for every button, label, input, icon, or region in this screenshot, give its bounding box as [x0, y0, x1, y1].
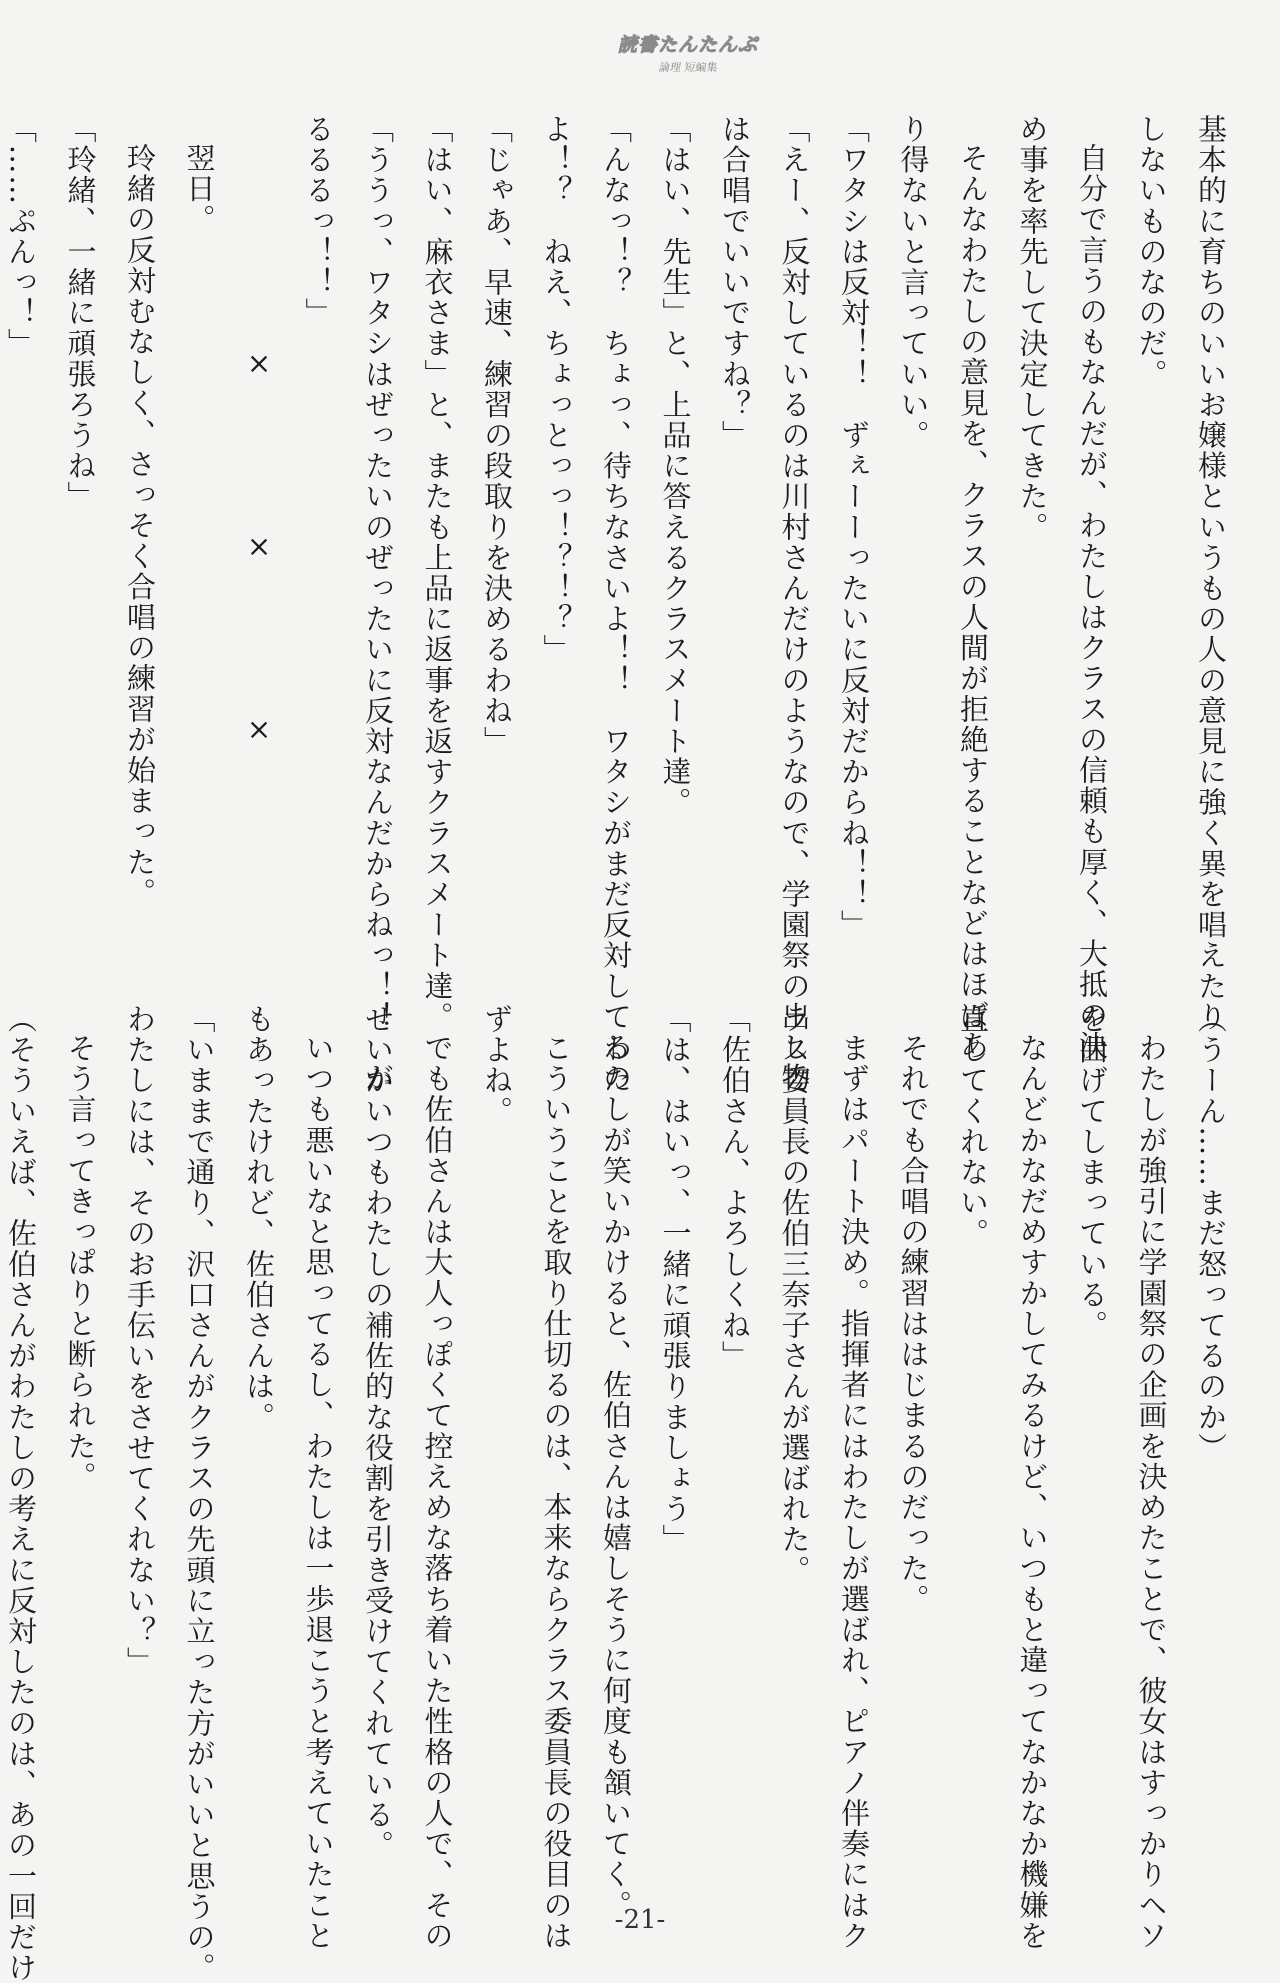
- text-line: そんなわたしの意見を、クラスの人間が拒絶することなどはほぼあ: [956, 143, 990, 1061]
- text-line: 玲緒の反対むなしく、さっそく合唱の練習が始まった。: [123, 143, 157, 908]
- text-line: を曲げてしまっている。: [1075, 1004, 1109, 1341]
- dialogue-line: 「ワタシは反対！！ ずぇーーったいに反対だからね！！」: [837, 114, 871, 941]
- text-line: め事を率先して決定してきた。: [1015, 114, 1050, 543]
- text-line: でも佐伯さんは大人っぽくて控えめな落ち着いた性格の人で、その: [420, 1033, 455, 1951]
- text-line: は合唱でいいですね？」: [718, 114, 752, 451]
- text-line: まずはパート決め。指揮者にはわたしが選ばれ、ピアノ伴奏にはク: [837, 1033, 871, 1951]
- dialogue-line: 「ううっ、ワタシはぜったいのぜったいに反対なんだからねっ！！ が: [361, 114, 395, 1094]
- dialogue-line: 「いままで通り、沢口さんがクラスの先頭に立った方がいいと思うの。: [182, 1004, 217, 1983]
- dialogue-line: 「はい、先生」と、上品に答えるクラスメート達。: [658, 114, 693, 818]
- dialogue-line: 「えー、反対しているのは川村さんだけのようなので、学園祭の出し物: [777, 114, 812, 1094]
- dialogue-line: 「玲緒、一緒に頑張ろうね」: [63, 114, 98, 512]
- text-line: よ！？ ねえ、ちょっとっっ！？！？」: [539, 114, 574, 665]
- text-line: もあったけれど、佐伯さんは。: [242, 1004, 276, 1433]
- text-line: ラス委員長の佐伯三奈子さんが選ばれた。: [777, 1004, 812, 1586]
- text-line: せいかいつもわたしの補佐的な役割を引き受けてくれている。: [361, 1004, 395, 1861]
- text-line: ずよね。: [480, 1004, 514, 1127]
- text-line: （うーん……まだ怒ってるのか）: [1194, 1004, 1228, 1463]
- text-line: わたしが強引に学園祭の企画を決めたことで、彼女はすっかりヘソ: [1134, 1033, 1169, 1951]
- text-line: いつも悪いなと思ってるし、わたしは一歩退こうと考えていたこと: [301, 1033, 336, 1951]
- text-line: り得ないと言っていい。: [896, 114, 931, 451]
- dialogue-line: 「は、はいっ、一緒に頑張りましょう」: [658, 1004, 693, 1555]
- dialogue-line: 「はい、麻衣さま」と、またも上品に返事を返すクラスメート達。: [420, 114, 455, 1032]
- page-number: -21-: [614, 1905, 666, 1935]
- text-line: そう言ってきっぱりと断られた。: [63, 1033, 98, 1492]
- dialogue-line: 「じゃあ、早速、練習の段取りを決めるわね」: [480, 114, 514, 757]
- text-line: （そういえば、佐伯さんがわたしの考えに反対したのは、あの一回だけ: [4, 1004, 38, 1983]
- text-line: 翌日。: [182, 143, 217, 235]
- text-line: るるるっ！！」: [301, 114, 336, 329]
- scene-divider: × × ×: [242, 346, 276, 806]
- logo-subtitle: 論理 短編集: [657, 61, 719, 74]
- text-line: わたしには、そのお手伝いをさせてくれない？」: [123, 1004, 157, 1678]
- text-line: なんどかなだめすかしてみるけど、いつもと違ってなかなか機嫌を: [1015, 1033, 1050, 1951]
- text-line: こういうことを取り仕切るのは、本来ならクラス委員長の役目のは: [539, 1033, 574, 1951]
- text-line: 直してくれない。: [956, 1004, 990, 1249]
- logo-title: 読書たんたんぷ: [617, 34, 758, 56]
- text-line: わたしが笑いかけると、佐伯さんは嬉しそうに何度も頷いてく。: [599, 1033, 633, 1921]
- text-line: それでも合唱の練習ははじまるのだった。: [896, 1033, 931, 1615]
- text-line: 自分で言うのもなんだが、わたしはクラスの信頼も厚く、大抵の決: [1075, 143, 1109, 1061]
- text-line: しないものなのだ。: [1134, 114, 1169, 390]
- text-line: 基本的に育ちのいいお嬢様というもの人の意見に強く異を唱えたり: [1194, 114, 1228, 1032]
- dialogue-line: 「んなっ！？ ちょっ、待ちなさいよ！！ ワタシがまだ反対してるの: [599, 114, 633, 1094]
- header-logo: [608, 30, 768, 86]
- dialogue-line: 「……ぷんっ！」: [4, 114, 38, 359]
- dialogue-line: 「佐伯さん、よろしくね」: [718, 1004, 752, 1372]
